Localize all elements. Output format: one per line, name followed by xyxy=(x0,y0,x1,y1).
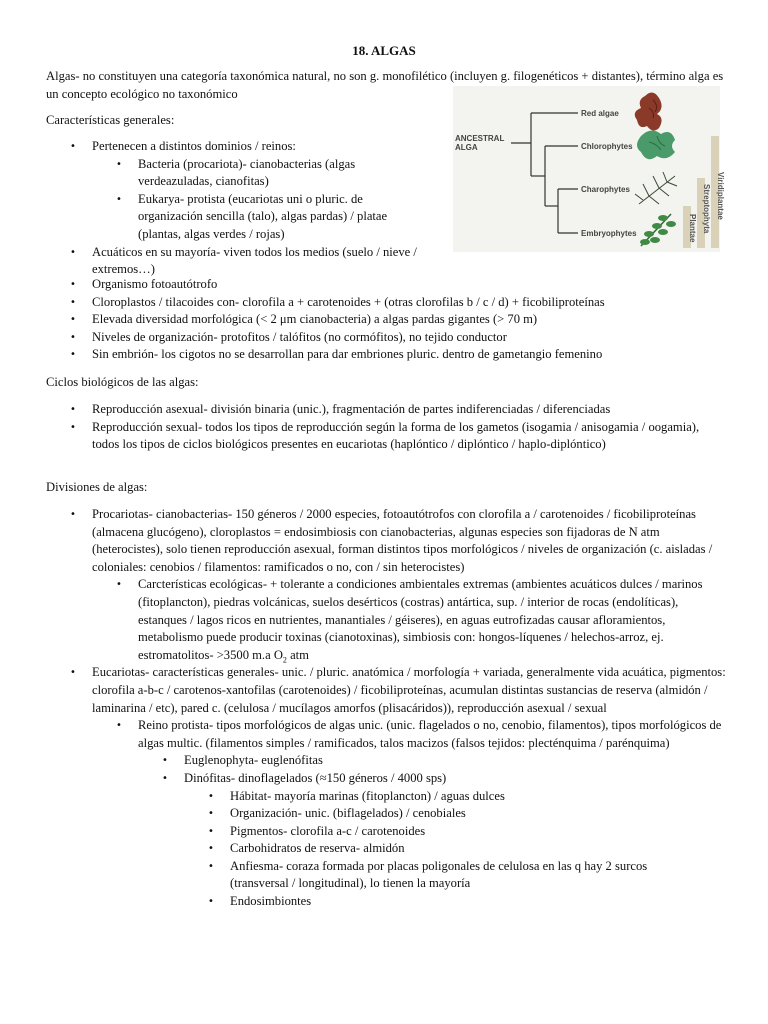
section-heading-ciclos: Ciclos biológicos de las algas: xyxy=(46,375,199,389)
list-item-text: Anfiesma- coraza formada por placas poligonales de celulosa en las q hay 2 surcos (transversal / longitudinal), lo tienen la mayoría xyxy=(230,858,648,891)
embryophytes-illustration xyxy=(640,214,676,246)
list-item xyxy=(92,346,732,364)
list-item-text: Cloroplastos / tilacoides con- clorofila a + carotenoides + (otras clorofilas b / c / d) + ficobiliproteínas xyxy=(92,294,605,309)
list-item-text: Reino protista- tipos morfológicos de algas unic. (unic. flagelados o no, cenobio, filamentos), tipos morfológicos de algas multic. (filamentos simples / ramificados, talos macizos (falsos tejidos: plecténquima / parénquima) xyxy=(138,718,722,750)
list-item xyxy=(92,294,732,312)
list-item-text: Pigmentos- clorofila a-c / carotenoides xyxy=(230,823,426,838)
list-item-text: Sin embrión- los cigotos no se desarrollan para dar embriones pluric. dentro de gametangio femenino xyxy=(92,347,603,362)
list-item-text: Organismo fotoautótrofo xyxy=(92,277,218,291)
phylogeny-tree xyxy=(453,86,725,252)
list-item-text: Elevada diversidad morfológica (< 2 μm cianobacteria) a algas pardas gigantes (> 70 m) xyxy=(92,312,538,327)
list-item xyxy=(92,276,732,294)
list-item-text-end: atm xyxy=(286,647,309,662)
list-item xyxy=(230,858,680,893)
tree-branches xyxy=(511,113,578,233)
list-item-euglenophyta xyxy=(184,752,728,770)
list-item xyxy=(138,191,422,244)
list-item xyxy=(230,823,680,841)
list-item-protista xyxy=(138,717,728,911)
chlorophytes-illustration xyxy=(637,130,675,159)
list-item-text: Bacteria (procariota)- cianobacterias (algas verdeazuladas, cianofitas) xyxy=(138,156,356,189)
list-item-text: Reproducción asexual- división binaria (unic.), fragmentación de partes indiferenciadas / diferenciadas xyxy=(92,402,611,416)
list-item-text: Carbohidratos de reserva- almidón xyxy=(230,841,405,856)
ancestral-label: ANCESTRAL xyxy=(455,134,505,143)
list-item xyxy=(230,788,680,806)
taxon-embryophytes: Embryophytes xyxy=(581,229,637,238)
section2-list xyxy=(92,401,728,454)
list-item-procariotas xyxy=(92,506,728,664)
list-item xyxy=(92,311,732,329)
list-item xyxy=(230,840,680,858)
page-title: 18. ALGAS xyxy=(352,43,416,58)
list-item-text: Euglenophyta- euglenófitas xyxy=(184,753,323,768)
list-item-eucariotas xyxy=(92,664,728,910)
list-item-text: Eucariotas- características generales- unic. / pluric. anatómica / morfología + variada, generalmente vida acuática, pigmentos: clorofila a-b-c / carotenos-xantofilas (carotenoides) / ficobiliproteínas, acumulan distintas sustancias de reserva (almidón / laminarina / etc), pared c. (celulosa / mucílagos amorfos (plisacáridos)), reproducción asexual / sexual xyxy=(92,665,726,715)
list-item-text: Carcterísticas ecológicas- + tolerante a condiciones ambientales extremas (ambientes acuáticos dulces / marinos (fitoplancton), piedras volcánicas, suelos desérticos (costras) antártica, sup. / interior de rocas (endolíticas), estanques / lagos ricos en nutrientes, manantiales / géiseres), en aguas eutrofizadas causar afloramientos, metabolismo puede producir toxinas (cianotoxinas), simbiosis con: hongos-líquenes / helechos-arroz, ej. estromatolitos- >3500 m.a O xyxy=(138,577,703,662)
clade-label-streptophyta: Streptophyta xyxy=(702,184,711,234)
phylogeny-figure xyxy=(453,86,725,252)
list-item-text: Endosimbiontes xyxy=(230,894,312,909)
list-item-dinofitas xyxy=(184,770,728,911)
list-item-text: Eukarya- protista (eucariotas uni o pluric. de organización sencilla (talo), algas pardas) / platae (plantas, algas verdes / rojas) xyxy=(138,191,388,241)
taxon-chlorophytes: Chlorophytes xyxy=(581,142,633,151)
intro-paragraph: Algas- no constituyen una categoría taxonómica natural, no son g. monofilético (incluyen g. filogenéticos + distantes), término alga es un concepto ecológico no taxonómico xyxy=(46,69,724,101)
list-item-ecologicas xyxy=(138,576,722,664)
clade-label-plantae: Plantae xyxy=(688,214,697,243)
list-item xyxy=(92,419,728,454)
list-item-text: Acuáticos en su mayoría- viven todos los medios (suelo / nieve / extremos…) xyxy=(92,244,417,277)
list-item xyxy=(138,156,422,191)
taxon-charophytes: Charophytes xyxy=(581,185,630,194)
list-item-text: Dinófitas- dinoflagelados (≈150 géneros / 4000 sps) xyxy=(184,770,447,785)
section3-list xyxy=(92,506,728,911)
list-item xyxy=(92,401,728,419)
list-item xyxy=(92,244,422,279)
list-item-text: Pertenecen a distintos dominios / reinos: xyxy=(92,139,296,153)
list-item xyxy=(230,805,680,823)
subscript-2: 2 xyxy=(282,655,287,665)
clade-label-viridiplantae: Viridiplantae xyxy=(716,172,725,220)
list-item xyxy=(230,893,680,911)
section-heading-divisiones: Divisiones de algas: xyxy=(46,480,148,494)
red-algae-illustration xyxy=(635,92,662,130)
section-heading-caracteristicas: Características generales: xyxy=(46,113,175,127)
section1-list-top xyxy=(92,138,422,279)
charophytes-illustration xyxy=(635,172,677,204)
list-item xyxy=(92,138,422,244)
list-item-text: Organización- unic. (biflagelados) / cenobiales xyxy=(230,806,466,821)
list-item-text: Reproducción sexual- todos los tipos de reproducción según la forma de los gametos (isogamia / anisogamia / oogamia), todos los tipos de ciclos biológicos presentes en eucariotas (haplóntico / diplóntico / haplo-diplóntico) xyxy=(92,419,700,452)
list-item-text: Procariotas- cianobacterias- 150 géneros / 2000 especies, fotoautótrofos con clorofila a / carotenoides / ficobiliproteínas (almacena glucógeno), cloroplastos = endosimbiosis con cianobacterias, algunas especies son fijadoras de N atm (heterocistes), solo tienen reproducción asexual, forman distintos tipos morfológicos / niveles de organización (c. aisladas / coloniales: cenobios / filamentos: ramificados o no, con / sin heterocistes) xyxy=(92,507,713,574)
list-item-text: Niveles de organización- protofitos / talófitos (no cormófitos), no tejido conductor xyxy=(92,329,507,344)
taxon-red-algae: Red algae xyxy=(581,109,619,118)
list-item-text: Hábitat- mayoría marinas (fitoplancton) / aguas dulces xyxy=(230,788,505,803)
list-item xyxy=(92,329,732,347)
alga-label: ALGA xyxy=(455,143,478,152)
section1-list-bottom xyxy=(92,276,732,364)
